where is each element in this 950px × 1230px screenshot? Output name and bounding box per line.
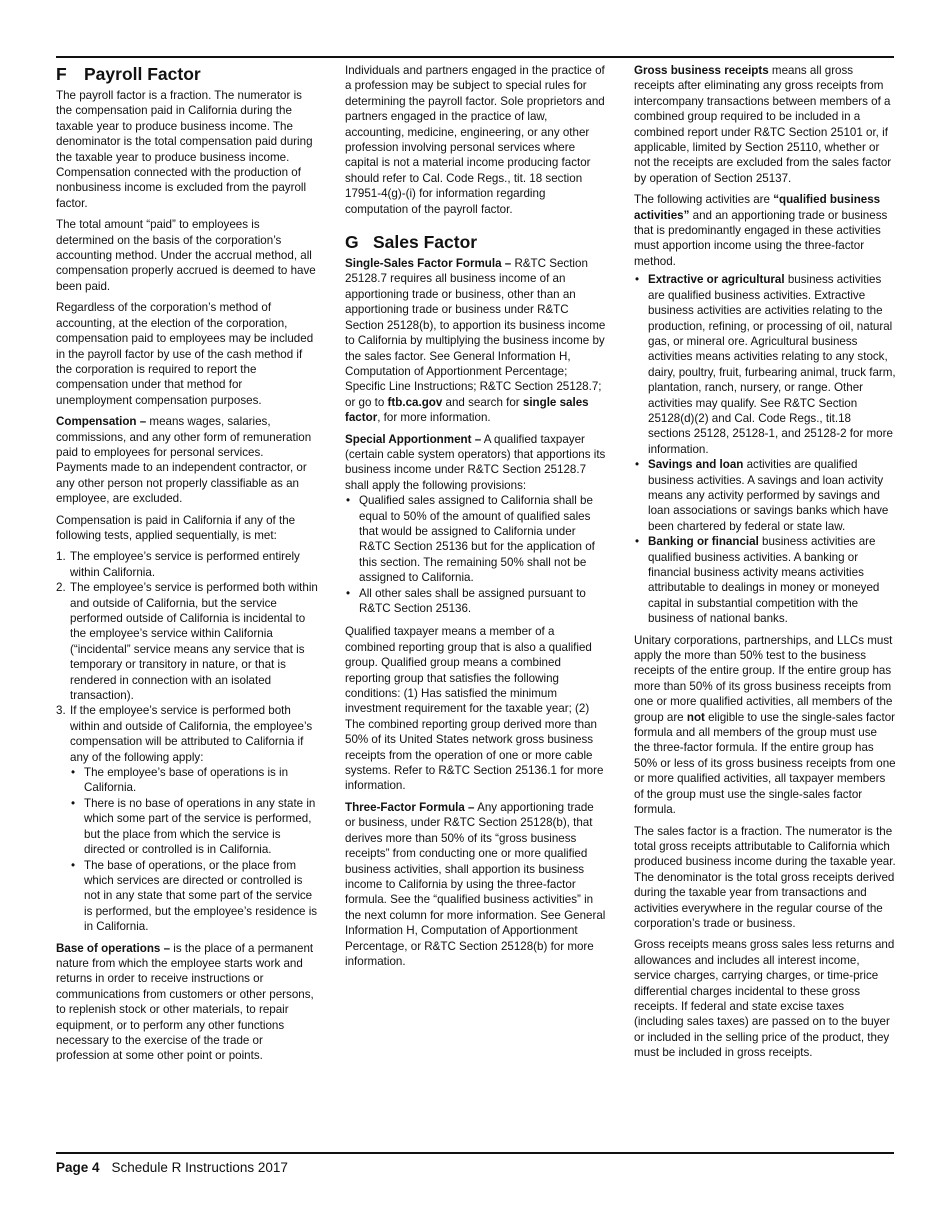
unitary-paragraph [634,633,896,818]
ftb-website-link[interactable]: ftb.ca.gov [387,395,443,409]
special-apportionment-term: Special Apportionment – [345,432,482,446]
special-apportionment-text: A qualified taxpayer (certain cable system operators) that apportions its business income under R&TC Section 25128.7 shall apply the following provisions: [345,432,606,492]
extractive-term: Extractive or agricultural [648,273,785,287]
tests-list [56,549,318,934]
gross-business-receipts-text: means all gross receipts after eliminating any gross receipts from intercompany transactions between members of a combined group required to be included in a combined report under R&TC Section 25101 or, if applicable, limited by Section 25110, whether or not the receipts are excluded from the sales factor by operation of Section 25137. [634,64,892,185]
three-factor-paragraph [345,800,607,969]
list-item: • There is no base of operations in any state in which some part of the service is performed, but the place from which the service is directed or controlled is in California. [70,796,318,858]
single-sales-factor-term: Single-Sales Factor Formula – [345,257,512,271]
payroll-fraction-paragraph: The payroll factor is a fraction. The numerator is the compensation paid in California during the taxable year to produce business income. The denominator is the total compensation paid during the taxable year to produce business income. Compensation connected with the production of nonbusiness income is excluded from the payroll factor. [56,89,313,210]
list-item: • All other sales shall be assigned pursuant to R&TC Section 25136. [345,586,607,617]
qualified-taxpayer-paragraph: Qualified taxpayer means a member of a combined reporting group that is also a qualified group. Qualified group means a combined reporting group that satisfies the following conditions: (1) Has satisfied the minimum investment requirement for the taxable year; (2) The combined reporting group derived more than 50% of its United States network gross business receipts from the operation of one or more cable systems. Refer to R&TC Section 25136.1 for more information. [345,625,604,793]
banking-text: business activities are qualified business activities. A banking or financial business activity means activities attributable to dealings in money or moneyed capital in substantial competition with the business of national banks. [648,535,880,626]
column-3 [634,63,896,1067]
qualified-activities-paragraph [634,192,896,269]
three-factor-text: Any apportioning trade or business, under R&TC Section 25128(b), that derives more than 50% of its “gross business receipts” from conducting one or more qualified business activities, shall apportion its business income to California by using the three-factor formula. See the “qualified business activities” in the next column for more information. See General Information H, Computation of Apportionment Percentage, or R&TC Section 25128(b) for more information. [345,800,606,968]
unitary-text-b: eligible to use the single-sales factor formula and all members of the group must use the three-factor formula. If the entire group has 50% or less of its gross business receipts from one or more qualified activities, all taxpayer members of the group must use the single-sales factor formula. [634,710,896,817]
compensation-term: Compensation – [56,415,147,429]
list-number: 3. [56,704,66,718]
section-f-heading [56,63,318,85]
list-text: The employee’s service is performed both within and outside of California, but the service performed outside of California is incidental to the employee’s service within California (“incidental” service means any service that is temporary or transitory in nature, or that is rendered in connection with an isolated transaction). [70,581,318,703]
tests-intro-paragraph: Compensation is paid in California if any of the following tests, applied sequentially, is met: [56,513,296,542]
qualified-activities-list [634,272,896,626]
qualified-activities-term: “qualified business activities” [634,193,881,222]
section-g-heading [345,231,607,253]
qualified-activities-intro: The following activities are [634,193,774,207]
list-text: The employee’s service is performed entirely within California. [70,550,300,579]
list-item: • The employee’s base of operations is in California. [70,765,318,796]
bottom-rule [56,1152,894,1154]
gross-business-receipts-paragraph [634,63,896,186]
list-text: If the employee’s service is performed both within and outside of California, the employee’s compensation will be attributed to California if any of the following apply: [70,704,313,764]
list-item [634,534,896,626]
section-f-letter: F [56,64,67,84]
top-rule [56,56,894,58]
extractive-text: business activities are qualified business activities. Extractive business activities are activities relating to the production, refining, or processing of oil, natural gas, or mineral ore. Agricultural business activities means activities relating to any stock, dairy, poultry, fruit, furbearing animal, truck farm, plantation, ranch, nursery, or range. Other activities may qualify. See R&TC Section 25128(d)(2) and Cal. Code Regs., tit.18 sections 25128, 25128-1, and 25128-2 for more information. [648,273,896,456]
column-2 [345,63,607,975]
document-title: Schedule R Instructions 2017 [111,1160,288,1175]
amount-paid-paragraph: The total amount “paid” to employees is determined on the basis of the corporation’s accounting method. Under the accrual method, all compensation properly accrued is deemed to have been paid. [56,218,316,293]
savings-loan-text: activities are qualified business activities. A savings and loan activity means any activity performed by savings and loan associations or savings banks which have been chartered by federal or state law. [648,458,889,533]
banking-term: Banking or financial [648,535,759,549]
professions-paragraph: Individuals and partners engaged in the practice of a profession may be subject to special rules for determining the payroll factor. Sole proprietors and partners engaged in the practice of law, accounting, medicine, engineering, or any other profession involving personal services where capital is not a material income producing factor should refer to Cal. Code Regs., tit. 18 section 17951-4(g)-(i) for information regarding computation of the payroll factor. [345,64,605,216]
list-number: 1. [56,550,66,564]
compensation-paragraph [56,414,318,506]
list-item: • Qualified sales assigned to California shall be equal to 50% of the amount of qualified sales that would be assigned to California under R&TC Section 25136 but for the application of this section. The remaining 50% shall not be assigned to California. [345,493,607,585]
search-instruction: and search for [442,395,523,409]
base-of-operations-text: is the place of a permanent nature from which the employee starts work and returns in order to receive instructions or communications from customers or other persons, to replenish stock or other materials, to repair equipment, or to perform any other functions necessary to the exercise of the trade or profession at some other point or points. [56,941,314,1063]
base-of-operations-paragraph [56,941,318,1064]
sales-factor-fraction-paragraph: The sales factor is a fraction. The numerator is the total gross receipts attributable to California which produced business income during the taxable year. The denominator is the total gross receipts derived during the taxable year from transactions and activities everywhere in the regular course of the corporation’s trade or business. [634,824,896,930]
list-number: 2. [56,581,66,595]
list-item [56,580,318,703]
single-sales-factor-paragraph [345,256,607,425]
sub-bullet-list [70,765,318,934]
gross-business-receipts-term: Gross business receipts [634,64,769,77]
column-1 [56,63,318,1070]
search-term: single sales factor [345,395,589,425]
page-number: Page 4 [56,1160,100,1175]
gross-receipts-paragraph: Gross receipts means gross sales less returns and allowances and includes all interest income, service charges, carrying charges, or time-price differential charges incidental to these gross receipts. If federal and state excise taxes (including sales taxes) are passed on to the buyer or included in the selling price of the product, they must be included in gross receipts. [634,938,895,1060]
single-sales-factor-text: R&TC Section 25128.7 requires all business income of an apportioning trade or business, other than an apportioning trade or business under R&TC Section 25128(b), to apportion its business income to California by multiplying the business income by the sales factor. See General Information H, Computation of Apportionment Percentage; Specific Line Instructions; R&TC Section 25128.7; or go to [345,257,606,409]
unitary-not: not [686,710,705,724]
cash-method-paragraph: Regardless of the corporation’s method of accounting, at the election of the corporation, compensation paid to employees may be included in the payroll factor by use of the cash method if the corporation is required to report the compensation under that method for unemployment compensation purposes. [56,301,314,407]
special-apportionment-paragraph [345,432,607,494]
list-item [634,457,896,534]
section-g-title: Sales Factor [373,232,478,253]
savings-loan-term: Savings and loan [648,458,744,472]
list-item [634,272,896,457]
base-of-operations-term: Base of operations – [56,941,171,955]
section-f-title: Payroll Factor [84,64,201,84]
single-sales-factor-end: , for more information. [377,411,491,425]
list-item [56,549,318,580]
page-footer [56,1159,288,1177]
section-g-letter: G [345,232,359,253]
qualified-activities-text: and an apportioning trade or business that is predominantly engaged in these activities must apportion income using the three-factor method. [634,208,888,268]
unitary-text-a: Unitary corporations, partnerships, and LLCs must apply the more than 50% test to the business receipts of the entire group. If the entire group has more than 50% of its gross business receipts from one or more qualified activities, all members of the group are [634,633,893,724]
list-item: • The base of operations, or the place from which services are directed or controlled is not in any state that some part of the service is performed, but the employee’s residence is in California. [70,858,318,935]
special-apportionment-list [345,493,607,616]
compensation-text: means wages, salaries, commissions, and any other form of remuneration paid to employees for personal services. Payments made to an independent contractor, or any other person not properly classifiable as an employee, are excluded. [56,415,312,506]
list-item [56,703,318,934]
three-factor-term: Three-Factor Formula – [345,800,475,814]
